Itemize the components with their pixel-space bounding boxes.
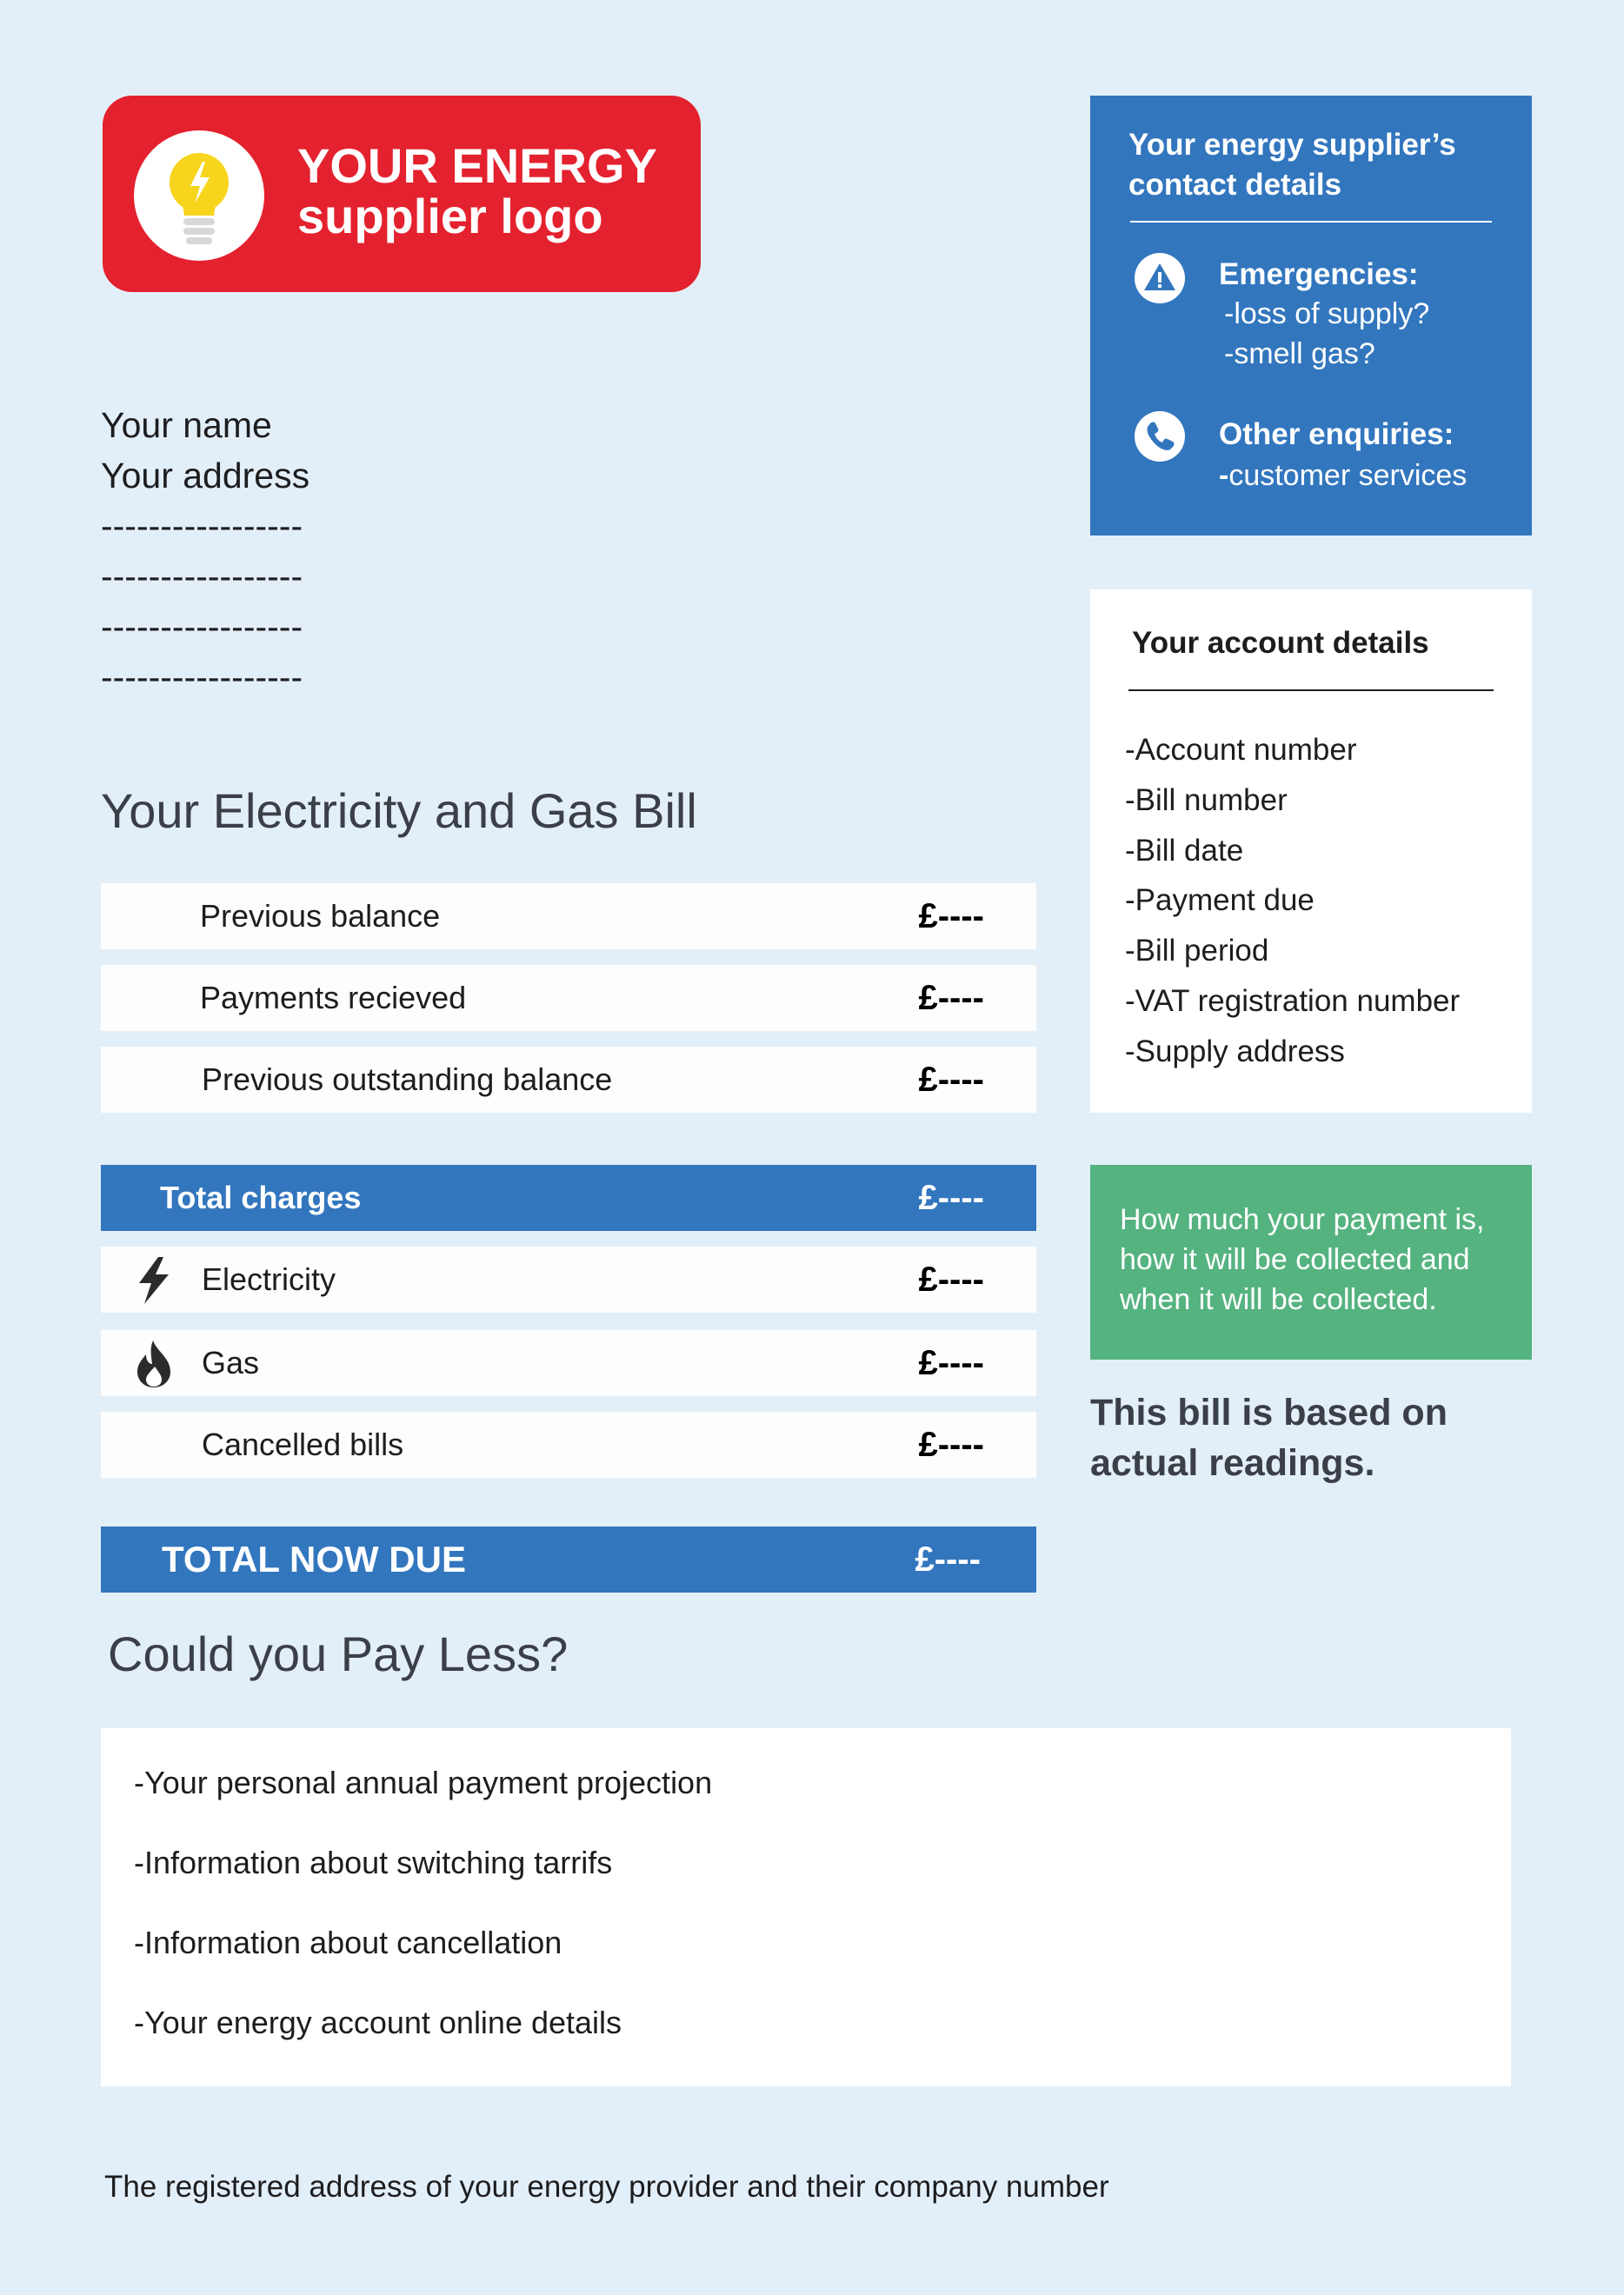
address-blank-line: ----------------- (101, 607, 303, 647)
total-now-due-bar (101, 1527, 1036, 1593)
customer-name: Your name (101, 405, 272, 445)
address-blank-line: ----------------- (101, 506, 303, 546)
contact-title-line-1: Your energy supplier’s (1128, 128, 1456, 162)
charge-row-amount: £---- (918, 1261, 984, 1299)
account-title: Your account details (1132, 626, 1429, 660)
account-details-list (1125, 725, 1460, 1077)
charge-row-gas (101, 1330, 1036, 1396)
account-divider (1128, 689, 1494, 691)
bill-row-amount: £---- (918, 1061, 984, 1099)
supplier-logo (103, 96, 701, 292)
logo-text (297, 138, 657, 243)
contact-title-line-2: contact details (1128, 168, 1342, 202)
total-charges-bar (101, 1165, 1036, 1231)
charge-row-label: Gas (202, 1345, 260, 1380)
total-now-due-label: TOTAL NOW DUE (162, 1539, 466, 1580)
other-enquiries-dash: - (1219, 459, 1229, 492)
customer-address: Your address (101, 456, 310, 496)
emergency-line: -smell gas? (1224, 337, 1375, 370)
pay-less-item: -Information about switching tarrifs (134, 1845, 613, 1880)
readings-note-line-1: This bill is based on (1090, 1392, 1448, 1434)
bill-row-label: Payments recieved (200, 980, 467, 1015)
emergencies-heading: Emergencies: (1219, 257, 1419, 291)
bill-row-label: Previous balance (200, 898, 441, 934)
customer-address-block (101, 400, 309, 702)
charge-row-cancelled-bills (101, 1412, 1036, 1478)
bill-row-previous-balance (101, 883, 1036, 949)
charge-row-label: Electricity (202, 1261, 336, 1297)
contact-details-panel (1090, 96, 1532, 536)
total-charges-amount: £---- (918, 1179, 984, 1217)
bill-title: Your Electricity and Gas Bill (101, 783, 697, 838)
account-details-panel (1090, 589, 1532, 1113)
flame-icon (132, 1340, 176, 1387)
readings-note-line-2: actual readings. (1090, 1442, 1375, 1484)
account-detail-item: -VAT registration number (1125, 983, 1461, 1018)
account-detail-item: -Bill number (1125, 782, 1288, 817)
charge-row-amount: £---- (918, 1344, 984, 1382)
pay-less-item: -Your energy account online details (134, 2005, 622, 2040)
other-enquiries-line (1219, 459, 1467, 493)
logo-circle (134, 130, 264, 261)
other-enquiries-heading: Other enquiries: (1219, 417, 1454, 451)
address-blank-line: ----------------- (101, 556, 303, 596)
bill-row-label: Previous outstanding balance (202, 1061, 613, 1097)
account-detail-item: -Payment due (1125, 883, 1315, 918)
charge-row-amount: £---- (918, 1426, 984, 1464)
pay-less-item: -Information about cancellation (134, 1925, 562, 1960)
logo-line-1: YOUR ENERGY (297, 138, 657, 193)
other-enquiries-text: customer services (1228, 459, 1468, 492)
phone-icon (1134, 410, 1186, 462)
account-detail-item: -Supply address (1125, 1034, 1345, 1068)
emergency-line: -loss of supply? (1224, 297, 1430, 330)
total-charges-label: Total charges (160, 1180, 362, 1215)
charge-row-electricity (101, 1247, 1036, 1313)
account-detail-item: -Bill date (1125, 833, 1244, 868)
contact-divider (1130, 221, 1492, 223)
account-detail-item: -Account number (1125, 733, 1357, 767)
readings-note (1090, 1387, 1448, 1488)
contact-title (1128, 125, 1456, 205)
account-detail-item: -Bill period (1125, 934, 1269, 968)
address-blank-line: ----------------- (101, 657, 303, 697)
lightbulb-icon (134, 130, 264, 261)
total-now-due-amount: £---- (915, 1540, 981, 1579)
bill-row-payments-received (101, 965, 1036, 1031)
registered-address-footer: The registered address of your energy provider and their company number (104, 2170, 1109, 2204)
bill-row-previous-outstanding (101, 1047, 1036, 1113)
warning-icon (1134, 252, 1186, 304)
logo-line-2: supplier logo (297, 189, 603, 243)
bill-row-amount: £---- (918, 979, 984, 1017)
pay-less-item: -Your personal annual payment projection (134, 1765, 713, 1800)
lightning-icon (132, 1257, 176, 1304)
pay-less-title: Could you Pay Less? (108, 1626, 569, 1681)
pay-less-box (101, 1728, 1511, 2086)
bill-row-amount: £---- (918, 897, 984, 935)
payment-info-text: How much your payment is, how it will be collected and when it will be collected. (1120, 1203, 1485, 1316)
payment-info-box (1090, 1165, 1532, 1360)
charge-row-label: Cancelled bills (202, 1427, 404, 1462)
